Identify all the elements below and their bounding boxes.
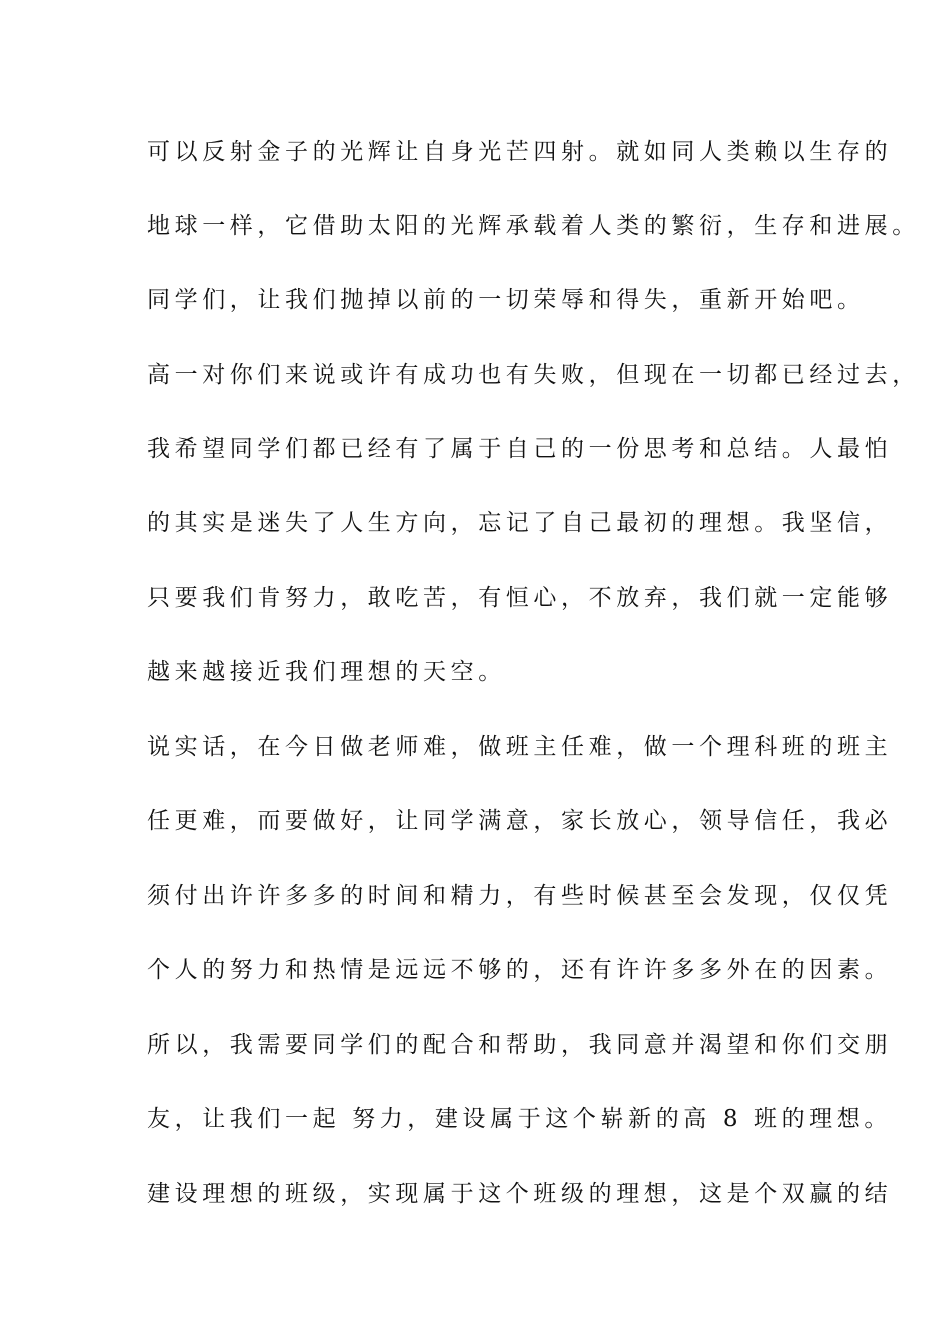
text-line: 同学们，让我们抛掉以前的一切荣辱和得失，重新开始吧。 — [147, 287, 865, 313]
text-line: 地球一样，它借助太阳的光辉承载着人类的繁衍，生存和进展。 — [147, 213, 920, 239]
text-line: 我希望同学们都已经有了属于自己的一份思考和总结。人最怕 — [147, 436, 893, 462]
text-line: 建设理想的班级，实现属于这个班级的理想，这是个双赢的结 — [147, 1181, 893, 1207]
text-line: 说实话，在今日做老师难，做班主任难，做一个理科班的班主 — [147, 734, 893, 760]
text-line: 可以反射金子的光辉让自身光芒四射。就如同人类赖以生存的 — [147, 139, 893, 165]
text-line: 所以，我需要同学们的配合和帮助，我同意并渴望和你们交朋 — [147, 1032, 893, 1058]
text-line: 友，让我们一起 努力，建设属于这个崭新的高 8 班的理想。 — [147, 1106, 892, 1132]
text-line: 越来越接近我们理想的天空。 — [147, 659, 506, 685]
text-line: 须付出许许多多的时间和精力，有些时候甚至会发现，仅仅凭 — [147, 883, 893, 909]
text-line: 只要我们肯努力，敢吃苦，有恒心，不放弃，我们就一定能够 — [147, 585, 893, 611]
text-line: 任更难，而要做好，让同学满意，家长放心，领导信任，我必 — [147, 808, 893, 834]
text-line: 个人的努力和热情是远远不够的，还有许许多多外在的因素。 — [147, 957, 893, 983]
text-line: 高一对你们来说或许有成功也有失败，但现在一切都已经过去， — [147, 362, 920, 388]
text-line: 的其实是迷失了人生方向，忘记了自己最初的理想。我坚信， — [147, 510, 893, 536]
